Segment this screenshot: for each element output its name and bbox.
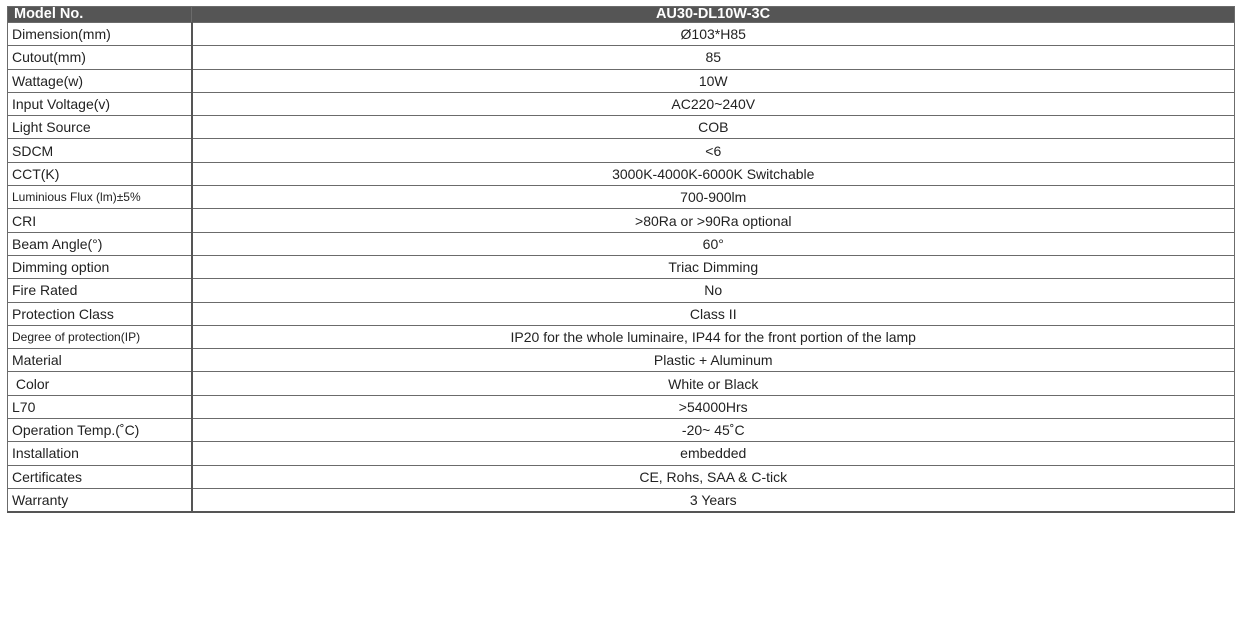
table-header-row [8,7,1235,23]
row-label: Dimension(mm) [8,23,192,46]
row-label: Color [8,372,192,395]
table-row [8,209,1235,232]
table-row [8,419,1235,442]
table-row [8,139,1235,162]
table-row [8,302,1235,325]
row-label: Degree of protection(IP) [8,325,192,348]
row-value: 3 Years [192,488,1235,512]
row-value: Plastic + Aluminum [192,349,1235,372]
table-row [8,23,1235,46]
table-row [8,349,1235,372]
table-row [8,325,1235,348]
row-value: 700-900lm [192,186,1235,209]
table-row [8,442,1235,465]
table-row [8,372,1235,395]
row-value: >54000Hrs [192,395,1235,418]
row-value: COB [192,116,1235,139]
table-row [8,232,1235,255]
row-label: CCT(K) [8,162,192,185]
row-value: Ø103*H85 [192,23,1235,46]
header-model-value: AU30-DL10W-3C [192,7,1235,23]
row-label: Certificates [8,465,192,488]
row-value: 10W [192,69,1235,92]
table-row [8,69,1235,92]
row-value: embedded [192,442,1235,465]
table-row [8,186,1235,209]
header-label: Model No. [8,7,192,23]
table-row [8,488,1235,512]
table-row [8,279,1235,302]
row-label: Fire Rated [8,279,192,302]
row-value: 85 [192,46,1235,69]
row-label: SDCM [8,139,192,162]
row-value: Class II [192,302,1235,325]
row-value: CE, Rohs, SAA & C-tick [192,465,1235,488]
table-row [8,116,1235,139]
row-value: -20~ 45˚C [192,419,1235,442]
row-value: White or Black [192,372,1235,395]
row-label: Warranty [8,488,192,512]
row-value: No [192,279,1235,302]
row-label: Light Source [8,116,192,139]
row-label: Beam Angle(°) [8,232,192,255]
row-label: L70 [8,395,192,418]
row-value: IP20 for the whole luminaire, IP44 for the front portion of the lamp [192,325,1235,348]
row-value: Triac Dimming [192,255,1235,278]
table-row [8,465,1235,488]
table-row [8,255,1235,278]
table-row [8,92,1235,115]
row-value: 60° [192,232,1235,255]
row-value: AC220~240V [192,92,1235,115]
row-label: Input Voltage(v) [8,92,192,115]
row-value: >80Ra or >90Ra optional [192,209,1235,232]
row-label: CRI [8,209,192,232]
spec-table [7,6,1235,513]
row-label: Operation Temp.(˚C) [8,419,192,442]
row-label: Dimming option [8,255,192,278]
table-row [8,162,1235,185]
row-label: Installation [8,442,192,465]
table-row [8,46,1235,69]
row-label: Cutout(mm) [8,46,192,69]
row-value: <6 [192,139,1235,162]
row-label: Luminious Flux (lm)±5% [8,186,192,209]
table-row [8,395,1235,418]
row-label: Wattage(w) [8,69,192,92]
row-value: 3000K-4000K-6000K Switchable [192,162,1235,185]
row-label: Protection Class [8,302,192,325]
row-label: Material [8,349,192,372]
